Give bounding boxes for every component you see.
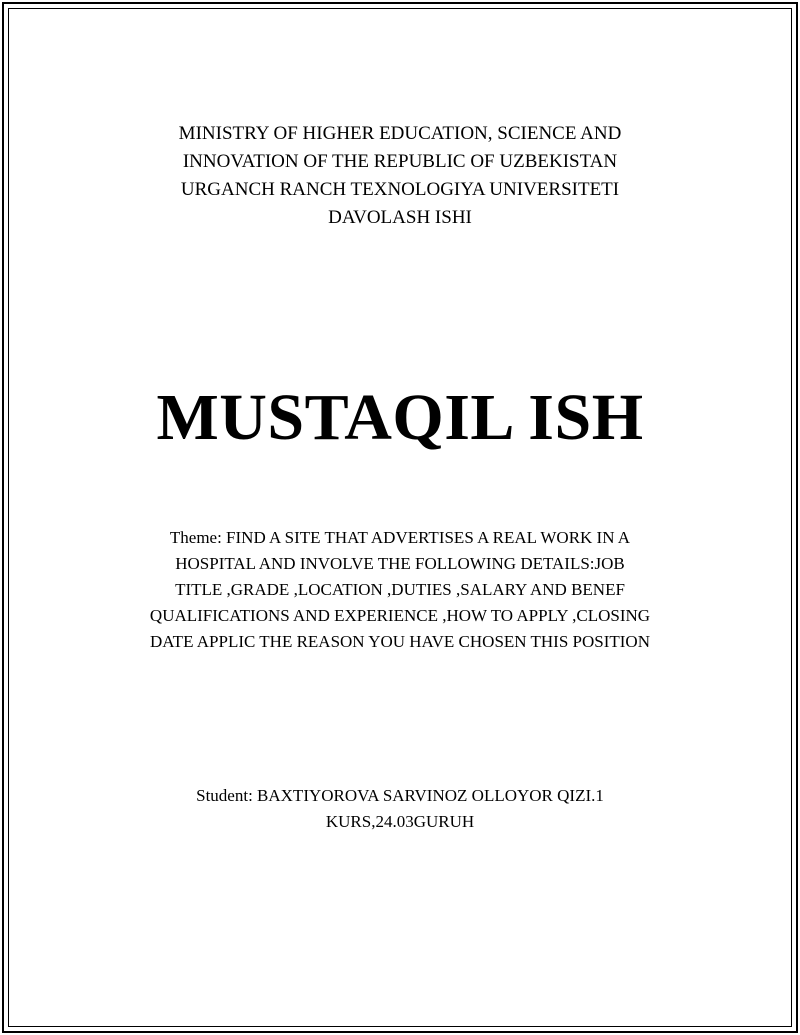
header-line: URGANCH RANCH TEXNOLOGIYA UNIVERSITETI <box>180 179 620 200</box>
document-title: MUSTAQIL ISH <box>156 381 644 454</box>
theme-line: DATE APPLIC THE REASON YOU HAVE CHOSEN THIS POSITION <box>150 632 650 651</box>
student-line: KURS,24.03GURUH <box>325 812 475 831</box>
header-line: MINISTRY OF HIGHER EDUCATION, SCIENCE AND <box>178 123 622 144</box>
theme-section <box>0 525 800 655</box>
student-info <box>0 783 800 835</box>
student-line: Student: BAXTIYOROVA SARVINOZ OLLOYOR QIZI.1 <box>196 786 604 805</box>
header-line: DAVOLASH ISHI <box>328 207 472 228</box>
theme-line: TITLE ,GRADE ,LOCATION ,DUTIES ,SALARY AND BENEF <box>175 580 625 599</box>
header-line: INNOVATION OF THE REPUBLIC OF UZBEKISTAN <box>182 151 618 172</box>
theme-line: HOSPITAL AND INVOLVE THE FOLLOWING DETAILS:JOB <box>175 554 625 573</box>
theme-line: QUALIFICATIONS AND EXPERIENCE ,HOW TO APPLY ,CLOSING <box>149 606 651 625</box>
theme-line: Theme: FIND A SITE THAT ADVERTISES A REAL WORK IN A <box>169 528 631 547</box>
institution-header <box>0 120 800 232</box>
